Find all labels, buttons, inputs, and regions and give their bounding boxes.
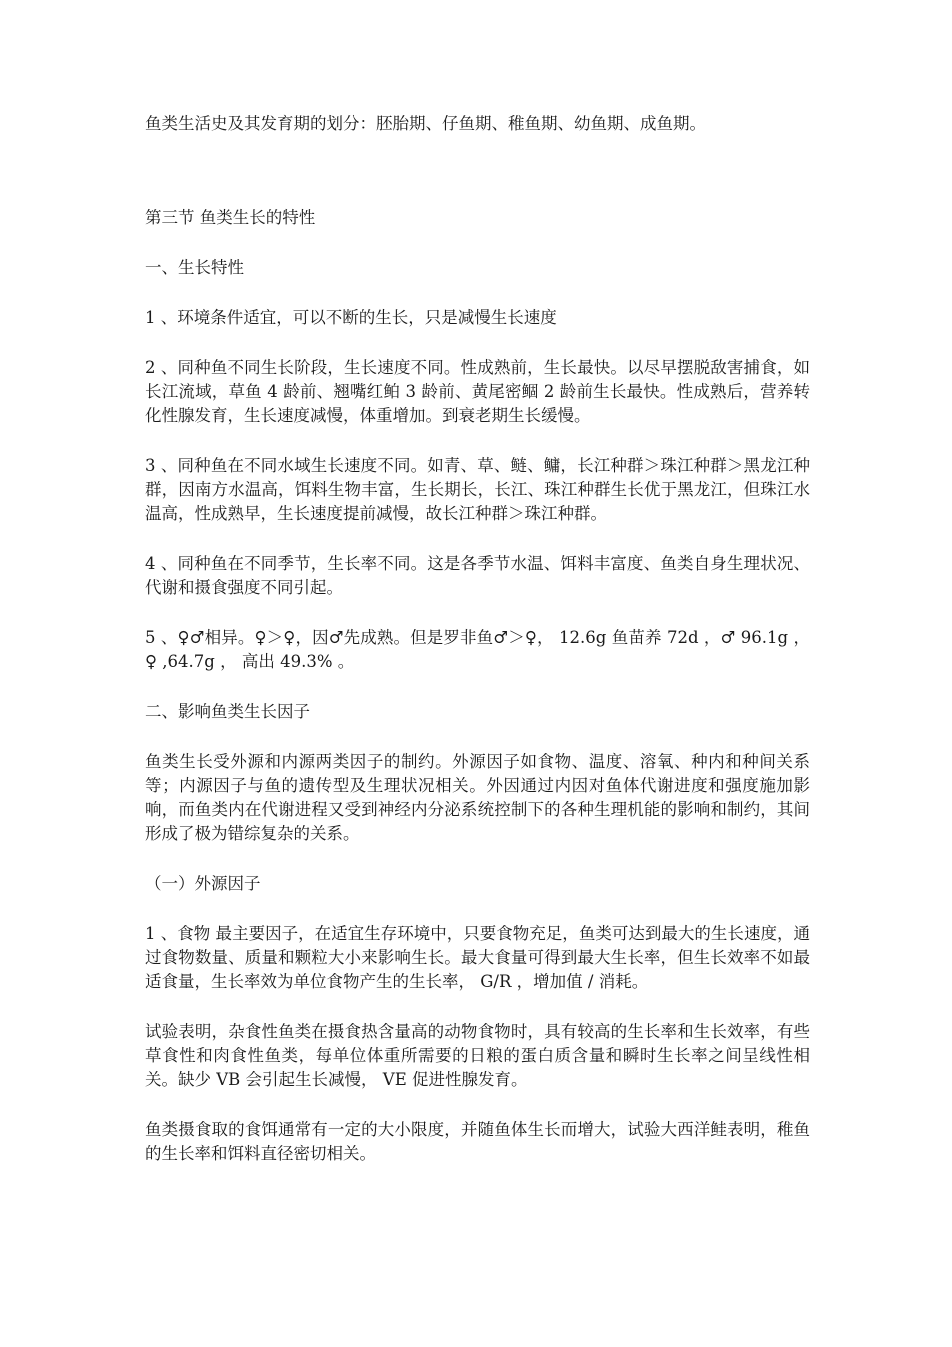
- paragraph-life-history: 鱼类生活史及其发育期的划分：胚胎期、仔鱼期、稚鱼期、幼鱼期、成鱼期。: [145, 114, 706, 133]
- paragraph-item-3: 3 、同种鱼在不同水域生长速度不同。如青、草、鲢、鳙，长江种群＞珠江种群＞黑龙江种群，因南方水温高，饵料生物丰富，生长期长，长江、珠江种群生长优于黑龙江，但珠江水温高，性成熟早，生长速度提前减慢，故长江种群＞珠江种群。: [145, 456, 810, 523]
- section-heading: 第三节 鱼类生长的特性: [145, 208, 316, 227]
- paragraph-item-1: 1 、环境条件适宜，可以不断的生长，只是减慢生长速度: [145, 308, 557, 327]
- subheading-external-factors: （一）外源因子: [145, 874, 261, 893]
- subheading-growth-factors: 二、影响鱼类生长因子: [145, 702, 310, 721]
- paragraph-food: 1 、食物 最主要因子，在适宜生存环境中，只要食物充足，鱼类可达到最大的生长速度，通过食物数量、质量和颗粒大小来影响生长。最大食量可得到最大生长率，但生长效率不如最适食量，生长率效为单位食物产生的生长率， G/R ，增加值 / 消耗。: [145, 924, 810, 991]
- subheading-growth-traits: 一、生长特性: [145, 258, 244, 277]
- document-page: [145, 112, 810, 1192]
- paragraph-item-4: 4 、同种鱼在不同季节，生长率不同。这是各季节水温、饵料丰富度、鱼类自身生理状况、代谢和摄食强度不同引起。: [145, 554, 810, 597]
- paragraph-item-2: 2 、同种鱼不同生长阶段，生长速度不同。性成熟前，生长最快。以尽早摆脱敌害捕食，如长江流域，草鱼 4 龄前、翘嘴红鲌 3 龄前、黄尾密鲴 2 龄前生长最快。性成熟后，营养转化性腺发育，生长速度减慢，体重增加。到衰老期生长缓慢。: [145, 358, 810, 425]
- paragraph-food-size: 鱼类摄食取的食饵通常有一定的大小限度，并随鱼体生长而增大，试验大西洋鲑表明，稚鱼的生长率和饵料直径密切相关。: [145, 1120, 810, 1163]
- paragraph-experiment: 试验表明，杂食性鱼类在摄食热含量高的动物食物时，具有较高的生长率和生长效率，有些草食性和肉食性鱼类，每单位体重所需要的日粮的蛋白质含量和瞬时生长率之间呈线性相关。缺少 VB 会引起生长减慢， VE 促进性腺发育。: [145, 1022, 810, 1089]
- paragraph-factors-intro: 鱼类生长受外源和内源两类因子的制约。外源因子如食物、温度、溶氧、种内和种间关系等；内源因子与鱼的遗传型及生理状况相关。外因通过内因对鱼体代谢进度和强度施加影响，而鱼类内在代谢进程又受到神经内分泌系统控制下的各种生理机能的影响和制约，其间形成了极为错综复杂的关系。: [145, 752, 810, 843]
- paragraph-item-5: 5 、♀♂相异。♀＞♀，因♂先成熟。但是罗非鱼♂＞♀， 12.6g 鱼苗养 72d ，♂ 96.1g ， ♀ ,64.7g ， 高出 49.3% 。: [145, 628, 810, 671]
